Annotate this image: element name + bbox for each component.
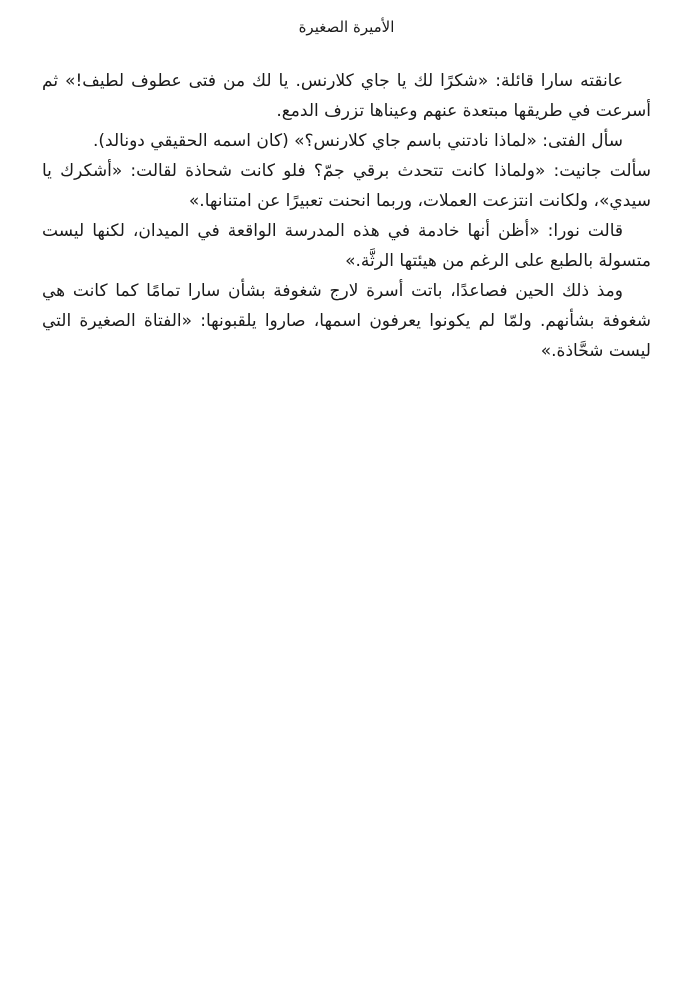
running-header: الأميرة الصغيرة — [298, 18, 395, 36]
paragraph-sara-thanks: عانقته سارا قائلة: «شكرًا لك يا جاي كلارنس. يا لك من فتى عطوف لطيف!» ثم أسرعت في طريقها مبتعدة عنهم وعيناها تزرف الدمع. — [42, 71, 651, 121]
paragraph-large-family: ومذ ذلك الحين فصاعدًا، باتت أسرة لارج شغوفة بشأن سارا تمامًا كما كانت هي شغوفة بشأنهم. ولمّا لم يكونوا يعرفون اسمها، صاروا يلقبونها: «الفتاة الصغيرة التي ليست شحَّاذة.» — [42, 281, 651, 361]
paragraph-boy-asks: سأل الفتى: «لماذا نادتني باسم جاي كلارنس؟» (كان اسمه الحقيقي دونالد). — [93, 131, 623, 151]
paragraph-nora-says: قالت نورا: «أظن أنها خادمة في هذه المدرسة الواقعة في الميدان، لكنها ليست متسولة بالطبع على الرغم من هيئتها الرثَّة.» — [42, 221, 651, 271]
paragraph-janet-asks: سألت جانيت: «ولماذا كانت تتحدث برقي جمّ؟ فلو كانت شحاذة لقالت: «أشكرك يا سيدي»، ولكانت انتزعت العملات، وربما انحنت تعبيرًا عن امتنانها.» — [42, 161, 651, 211]
body-text — [42, 66, 651, 366]
